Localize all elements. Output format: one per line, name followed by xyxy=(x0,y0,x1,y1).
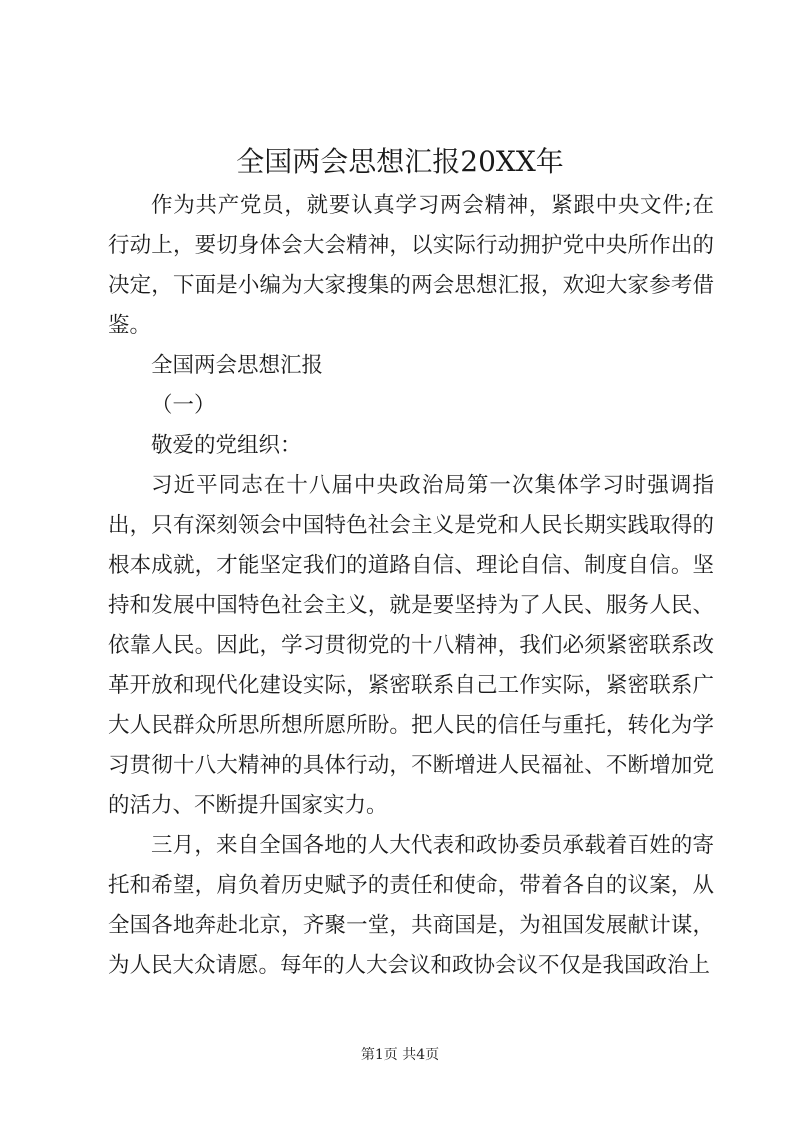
body-paragraph: 三月，来自全国各地的人大代表和政协委员承载着百姓的寄托和希望，肩负着历史赋予的责任和使命，带着各自的议案，从全国各地奔赴北京，齐聚一堂，共商国是，为祖国发展献计谋，为人民大众请愿。每年的人大会议和政协会议不仅是我国政治上 xyxy=(108,833,714,978)
section-number: （一） xyxy=(151,393,216,418)
section-heading: 全国两会思想汇报 xyxy=(151,353,324,378)
body-paragraph: 习近平同志在十八届中央政治局第一次集体学习时强调指出，只有深刻领会中国特色社会主义是党和人民长期实践取得的根本成就，才能坚定我们的道路自信、理论自信、制度自信。坚持和发展中国特色社会主义，就是要坚持为了人民、服务人民、依靠人民。因此，学习贯彻党的十八精神，我们必须紧密联系改革开放和现代化建设实际，紧密联系自己工作实际，紧密联系广大人民群众所思所想所愿所盼。把人民的信任与重托，转化为学习贯彻十八大精神的具体行动，不断增进人民福祉、不断增加党的活力、不断提升国家实力。 xyxy=(108,473,714,818)
salutation: 敬爱的党组织： xyxy=(151,433,302,458)
document-body xyxy=(108,186,714,986)
intro-paragraph: 作为共产党员，就要认真学习两会精神，紧跟中央文件;在行动上，要切身体会大会精神，以实际行动拥护党中央所作出的决定，下面是小编为大家搜集的两会思想汇报，欢迎大家参考借鉴。 xyxy=(108,193,714,338)
page-footer: 第1页 共4页 xyxy=(360,1047,440,1063)
document-title: 全国两会思想汇报20XX年 xyxy=(236,145,564,178)
